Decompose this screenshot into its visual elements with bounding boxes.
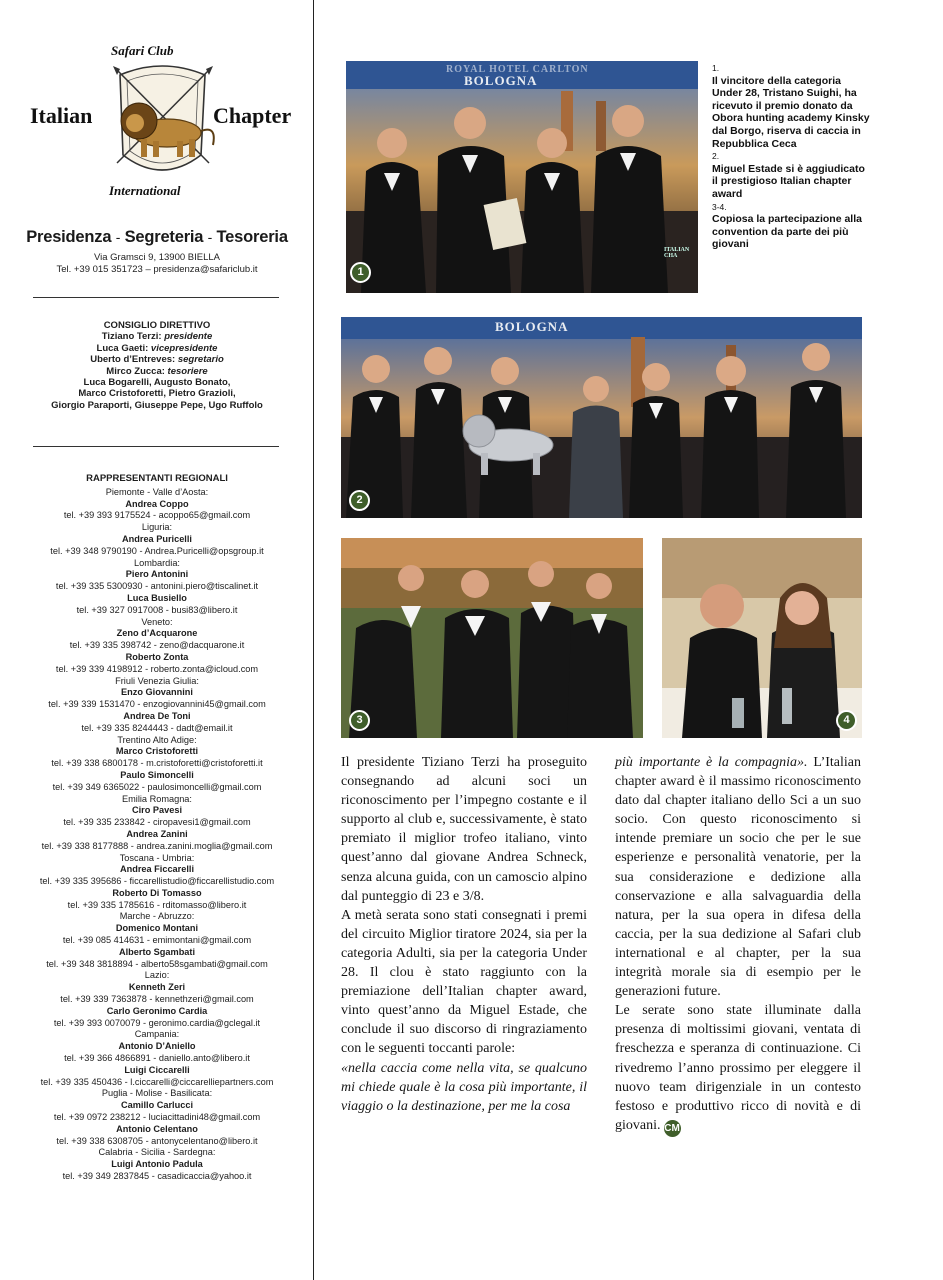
rep-name: Roberto Di Tomasso [112,887,202,898]
divider [33,446,279,447]
rep-name: Enzo Giovannini [121,687,193,698]
rep-region: Veneto: [141,616,173,627]
rep-name: Paulo Simoncelli [120,769,194,780]
end-of-article-icon: CM [664,1120,681,1137]
rep-contact: tel. +39 339 1531470 - enzogiovannini45@gmail.com [48,699,266,710]
photo-2-banner: BOLOGNA [495,319,569,334]
article-paragraph: Il presidente Tiziano Terzi ha proseguito consegnando ad alcuni soci un riconoscimento per l’impegno costante e il supporto al club e, successivamente, è stato premiato il miglior trofeo italiano, vinto quest’anno dal giovane Andrea Schneck, senza alcuna guida, con un camoscio alpino dal punteggio di 23 e 3/8. [341,755,587,904]
photo-2 [341,317,862,518]
photo-1-image [346,61,698,293]
rep-contact: tel. +39 335 233842 - ciropavesi1@gmail.com [63,817,251,828]
hq-title-3: Tesoreria [216,228,288,246]
rep-region: Marche - Abruzzo: [119,911,195,922]
rep-contact: tel. +39 338 6308705 - antonycelentano@libero.it [56,1135,258,1146]
rep-name: Andrea Puricelli [122,533,192,544]
photo-1 [346,61,698,293]
article-quote: «nella caccia come nella vita, se qualcuno mi chiede quale è la cosa più importante, il viaggio o la destinazione, per me la cosa [341,1060,587,1114]
photo-2-image [341,317,862,518]
photo-1-number: 1 [350,262,371,283]
caption-number: 2. [712,151,720,162]
rep-region: Puglia - Molise - Basilicata: [101,1088,213,1099]
logo-arc-bottom: International [109,183,181,198]
article-column-1 [341,753,587,1116]
rep-region: Liguria: [141,522,173,533]
rep-contact: tel. +39 366 4866891 - daniello.anto@libero.it [64,1053,250,1064]
rep-name: Carlo Geronimo Cardia [106,1005,208,1016]
article-column-2 [615,753,861,1137]
hq-title-1: Presidenza [26,228,112,246]
rep-contact: tel. +39 339 7363878 - kennethzeri@gmail.com [60,994,254,1005]
rep-contact: tel. +39 335 398742 - zeno@dacquarone.it [69,640,245,651]
rep-name: Antonio D’Aniello [118,1041,196,1052]
board-block [0,320,314,411]
board-officer: Uberto d’Entreves: segretario [90,354,224,366]
hq-sep-1: - [115,229,121,245]
hq-address: Via Gramsci 9, 13900 BIELLA [93,252,221,263]
rep-name: Luca Busiello [127,592,187,603]
reps-heading: RAPPRESENTANTI REGIONALI [86,473,228,484]
rep-name: Luigi Antonio Padula [111,1159,203,1170]
rep-region: Lazio: [144,970,170,981]
photo-1-side-text: ITALIAN CHA [664,247,690,259]
caption-2: Miguel Estade si è aggiudicato il prestigioso Italian chapter award [712,162,865,200]
photo-4-image [662,538,862,738]
rep-contact: tel. +39 349 6365022 - paulosimoncelli@gmail.com [52,781,262,792]
hq-contact: Tel. +39 015 351723 – presidenza@safariclub.it [56,264,258,275]
photo-4 [662,538,862,738]
logo-word-left: Italian [30,103,93,128]
rep-region: Trentino Alto Adige: [117,734,197,745]
article-paragraph [615,1001,861,1137]
rep-name: Andrea De Toni [123,710,191,721]
rep-contact: tel. +39 335 8244443 - dadt@email.it [81,722,233,733]
rep-contact: tel. +39 335 450436 - l.ciccarelli@ciccarelliepartners.com [40,1076,274,1087]
photo-captions [712,62,872,251]
photo-3 [341,538,643,738]
rep-name: Marco Cristoforetti [115,746,199,757]
article-paragraph: A metà serata sono stati consegnati i premi del circuito Miglior tiratore 2024, sia per la categoria Adulti, sia per la categoria Under 28. Il clou è stato raggiunto con la premiazione dell’Italian chapter award, vinto quest’anno da Miguel Estade, che conclude il suo discorso di ringraziamento con le seguenti toccanti parole: [341,907,587,1057]
caption-number: 1. [712,63,720,73]
article-quote-end: più importante è la compagnia». [615,755,808,770]
caption-3: Copiosa la partecipazione alla convention da parte dei più giovani [712,213,862,251]
rep-name: Camillo Carlucci [121,1100,193,1111]
rep-contact: tel. +39 349 2837845 - casadicaccia@yahoo.it [62,1171,252,1182]
rep-region: Campania: [134,1029,180,1040]
rep-contact: tel. +39 338 6800178 - m.cristoforetti@cristoforetti.it [51,758,263,769]
rep-contact: tel. +39 348 9790190 - Andrea.Puricelli@opsgroup.it [50,545,264,556]
rep-name: Andrea Coppo [125,498,189,509]
left-sidebar [0,0,314,1280]
rep-contact: tel. +39 335 5300930 - antonini.piero@tiscalinet.it [55,581,259,592]
rep-name: Roberto Zonta [125,651,189,662]
rep-name: Alberto Sgambati [118,946,196,957]
hq-title-2: Segreteria [124,228,204,246]
rep-contact: tel. +39 335 395686 - ficcarellistudio@ficcarellistudio.com [39,876,275,887]
photo-2-number: 2 [349,490,370,511]
rep-contact: tel. +39 393 0070079 - geronimo.cardia@gclegal.it [53,1017,261,1028]
board-officer: Luca Gaeti: vicepresidente [96,342,218,354]
rep-region: Emilia Romagna: [122,793,192,804]
rep-contact: tel. +39 393 9175524 - acoppo65@gmail.com [63,510,251,521]
safari-club-logo [25,35,300,210]
rep-region: Friuli Venezia Giulia: [115,675,199,686]
rep-region: Piemonte - Valle d’Aosta: [105,486,209,497]
rep-name: Andrea Zanini [126,828,188,839]
rep-name: Antonio Celentano [116,1123,198,1134]
board-heading: CONSIGLIO DIRETTIVO [103,320,211,331]
photo-3-number: 3 [349,710,370,731]
photo-4-number: 4 [836,710,857,731]
rep-contact: tel. +39 0972 238212 - luciacittadini48@gmail.com [53,1112,261,1123]
rep-region: Toscana - Umbria: [119,852,195,863]
rep-contact: tel. +39 338 8177888 - andrea.zanini.moglia@gmail.com [41,840,273,851]
caption-1: Il vincitore della categoria Under 28, Tristano Suighi, ha ricevuto il premio donato da Obora hunting academy Kinsky dal Borgo, riserva di caccia in Repubblica Ceca [712,74,870,150]
hq-title [0,228,314,247]
rep-name: Piero Antonini [125,569,189,580]
article-paragraph [615,753,861,1001]
rep-name: Zeno d’Acquarone [116,628,198,639]
rep-name: Andrea Ficcarelli [119,864,195,875]
rep-name: Domenico Montani [115,923,199,934]
rep-name: Luigi Ciccarelli [124,1064,190,1075]
board-members: Marco Cristoforetti, Pietro Grazioli, [78,388,236,400]
rep-name: Kenneth Zeri [128,982,186,993]
hq-sep-2: - [207,229,213,245]
rep-region: Lombardia: [134,557,180,568]
article-paragraph-text: L’Italian chapter award è il massimo riconoscimento dato dal chapter italiano dello Sci a un suo socio. Con questo riconoscimento si intende premiare un socio che per le sue esperienze e personalità venatorie, per la sua considerazione e dedizione alla conservazione e alla salvaguardia della natura, per la sua opera in difesa della caccia, per la sua dedizione al Safari club international e al chapter, per la sua integrità morale sia di esempio per le generazioni future. [615,755,862,1000]
rep-name: Ciro Pavesi [131,805,183,816]
logo-arc-top: Safari Club [111,43,174,58]
board-officer: Tiziano Terzi: presidente [101,331,213,343]
rep-contact: tel. +39 085 414631 - emimontani@gmail.com [62,935,252,946]
board-officer: Mirco Zucca: tesoriere [106,365,208,377]
photo-1-banner-top: ROYAL HOTEL CARLTON [446,64,589,75]
article-paragraph-text: Le serate sono state illuminate dalla presenza di moltissimi giovani, ventata di freschezza e speranza di continuazione. Ci rivedremo l’anno prossimo per eleggere il nuovo team dirigenziale in un contesto festoso e produttivo ricco di novità e di giovani. [615,1003,861,1133]
divider [33,297,279,298]
rep-region: Calabria - Sicilia - Sardegna: [98,1147,216,1158]
rep-contact: tel. +39 335 1785616 - rditomasso@libero.it [67,899,247,910]
rep-contact: tel. +39 348 3818894 - alberto58sgambati@gmail.com [46,958,268,969]
rep-contact: tel. +39 339 4198912 - roberto.zonta@icloud.com [55,663,259,674]
reps-block [0,473,314,1183]
board-members: Giorgio Paraporti, Giuseppe Pepe, Ugo Ruffolo [51,399,263,411]
photo-1-banner: BOLOGNA [464,73,538,88]
logo-word-right: Chapter [213,103,292,128]
photo-3-image [341,538,643,738]
rep-contact: tel. +39 327 0917008 - busi83@libero.it [76,604,238,615]
caption-number: 3-4. [712,201,727,212]
board-members: Luca Bogarelli, Augusto Bonato, [83,377,231,389]
